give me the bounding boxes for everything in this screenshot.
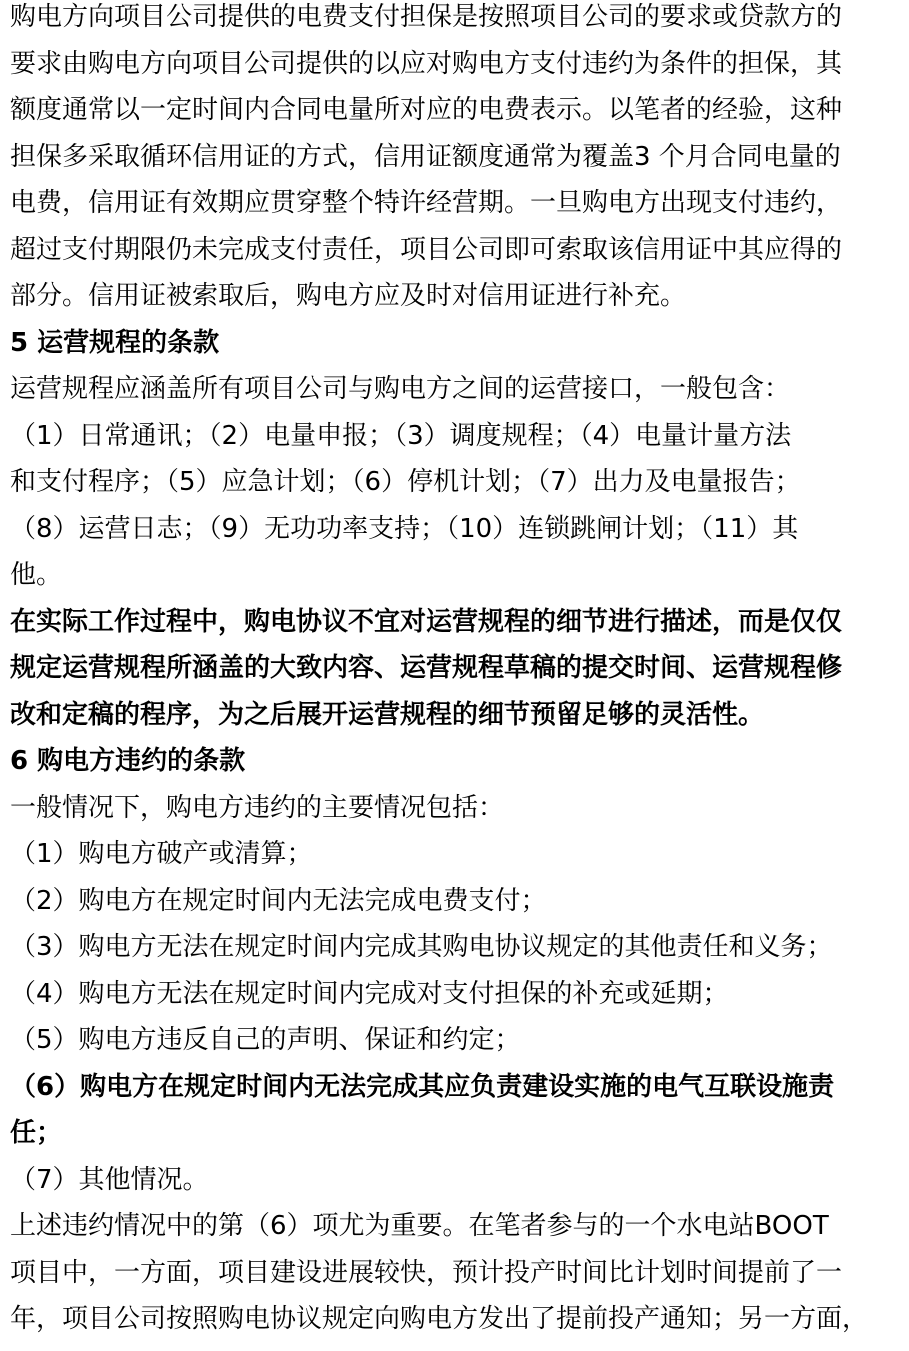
list-item-emphasis: 任； (10, 1118, 63, 1148)
default-list (10, 831, 899, 1203)
emphasis-line: 规定运营规程所涵盖的大致内容、运营规程草稿的提交时间、运营规程修 (10, 653, 843, 683)
text-line: 和支付程序；（5）应急计划；（6）停机计划；（7）出力及电量报告； (10, 467, 801, 497)
text-line: 额度通常以一定时间内合同电量所对应的电费表示。以笔者的经验，这种 (10, 95, 843, 125)
list-item: （2）购电方在规定时间内无法完成电费支付； (10, 885, 547, 916)
text-line: 电费，信用证有效期应贯穿整个特许经营期。一旦购电方出现支付违约， (10, 188, 843, 218)
guarantee-paragraph (10, 0, 899, 320)
text-line: 年，项目公司按照购电协议规定向购电方发出了提前投产通知；另一方面， (10, 1304, 869, 1334)
section-5-heading: 5 运营规程的条款 (10, 327, 220, 358)
text-line: （8）运营日志；（9）无功功率支持；（10）连锁跳闸计划；（11）其 (10, 513, 799, 544)
text-line: 部分。信用证被索取后，购电方应及时对信用证进行补充。 (10, 281, 687, 311)
emphasis-line: 改和定稿的程序，为之后展开运营规程的细节预留足够的灵活性。 (10, 699, 765, 730)
section-5-intro: 运营规程应涵盖所有项目公司与购电方之间的运营接口，一般包含： (10, 374, 791, 404)
list-item-emphasis: （6）购电方在规定时间内无法完成其应负责建设实施的电气互联设施责 (10, 1071, 835, 1102)
list-item: （5）购电方违反自己的声明、保证和约定； (10, 1025, 521, 1055)
text-line: （1）日常通讯；（2）电量申报；（3）调度规程；（4）电量计量方法 (10, 420, 792, 451)
list-item: （4）购电方无法在规定时间内完成对支付担保的补充或延期； (10, 978, 729, 1009)
section-6-heading: 6 购电方违约的条款 (10, 746, 246, 776)
text-line: 要求由购电方向项目公司提供的以应对购电方支付违约为条件的担保，其 (10, 48, 843, 79)
emphasis-line: 在实际工作过程中，购电协议不宜对运营规程的细节进行描述，而是仅仅 (10, 606, 843, 637)
list-item: （3）购电方无法在规定时间内完成其购电协议规定的其他责任和义务； (10, 932, 833, 962)
list-item: （7）其他情况。 (10, 1164, 209, 1195)
text-line: 超过支付期限仍未完成支付责任，项目公司即可索取该信用证中其应得的 (10, 234, 843, 265)
text-line: 担保多采取循环信用证的方式，信用证额度通常为覆盖3 个月合同电量的 (10, 141, 841, 172)
closing-paragraph (10, 1203, 899, 1343)
section-5-emphasis (10, 599, 899, 739)
section-5-items (10, 413, 899, 599)
list-item: （1）购电方破产或清算； (10, 839, 313, 869)
text-line: 他。 (10, 560, 63, 590)
text-line: 购电方向项目公司提供的电费支付担保是按照项目公司的要求或贷款方的 (10, 2, 843, 32)
text-line: 项目中，一方面，项目建设进展较快，预计投产时间比计划时间提前了一 (10, 1257, 843, 1288)
text-line: 上述违约情况中的第（6）项尤为重要。在笔者参与的一个水电站BOOT (10, 1211, 829, 1241)
section-6-intro: 一般情况下，购电方违约的主要情况包括： (10, 792, 505, 823)
